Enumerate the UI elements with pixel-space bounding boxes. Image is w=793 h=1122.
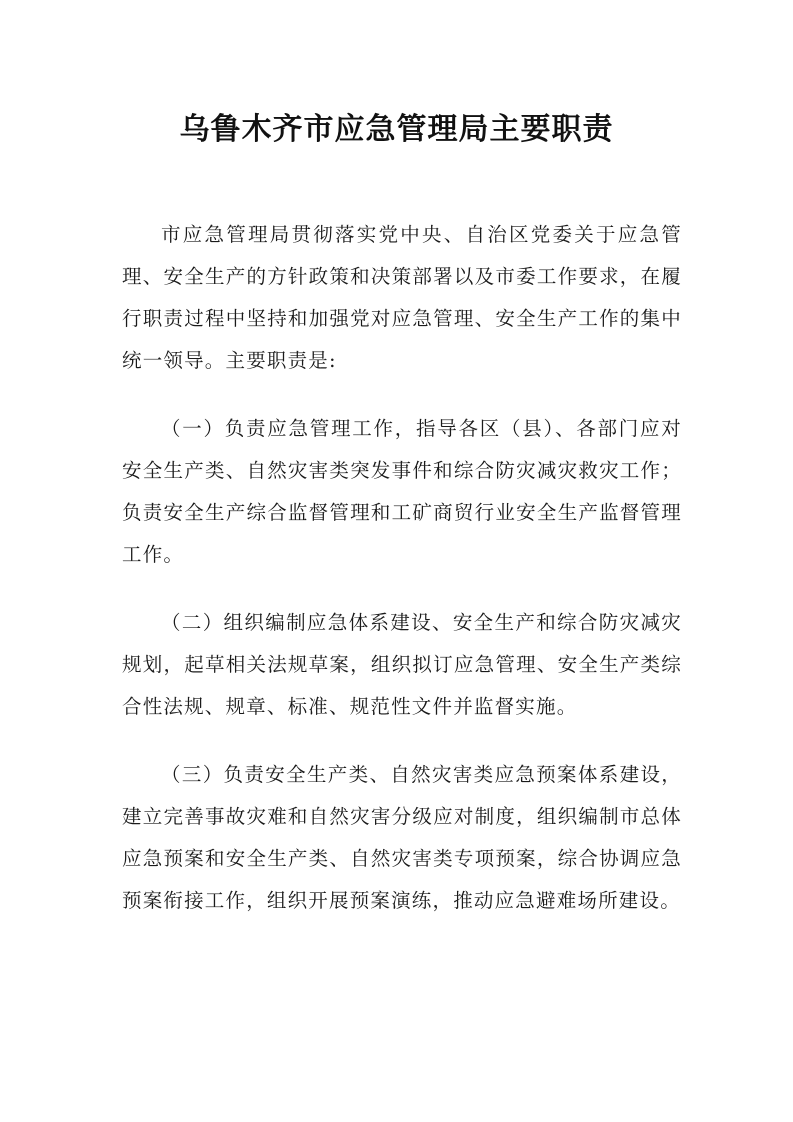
duty-paragraph-1: （一）负责应急管理工作，指导各区（县）、各部门应对安全生产类、自然灾害类突发事件和综合防灾减灾救灾工作；负责安全生产综合监督管理和工矿商贸行业安全生产监督管理工作。	[122, 417, 682, 566]
duty-paragraph-2: （二）组织编制应急体系建设、安全生产和综合防灾减灾规划，起草相关法规草案，组织拟订应急管理、安全生产类综合性法规、规章、标准、规范性文件并监督实施。	[122, 611, 682, 718]
intro-paragraph: 市应急管理局贯彻落实党中央、自治区党委关于应急管理、安全生产的方针政策和决策部署以及市委工作要求，在履行职责过程中坚持和加强党对应急管理、安全生产工作的集中统一领导。主要职责是:	[122, 223, 682, 372]
document-title: 乌鲁木齐市应急管理局主要职责	[179, 112, 614, 147]
document-body	[122, 214, 682, 948]
duty-paragraph-3: （三）负责安全生产类、自然灾害类应急预案体系建设，建立完善事故灾难和自然灾害分级应对制度，组织编制市总体应急预案和安全生产类、自然灾害类专项预案，综合协调应急预案衔接工作，组织开展预案演练，推动应急避难场所建设。	[122, 763, 682, 912]
